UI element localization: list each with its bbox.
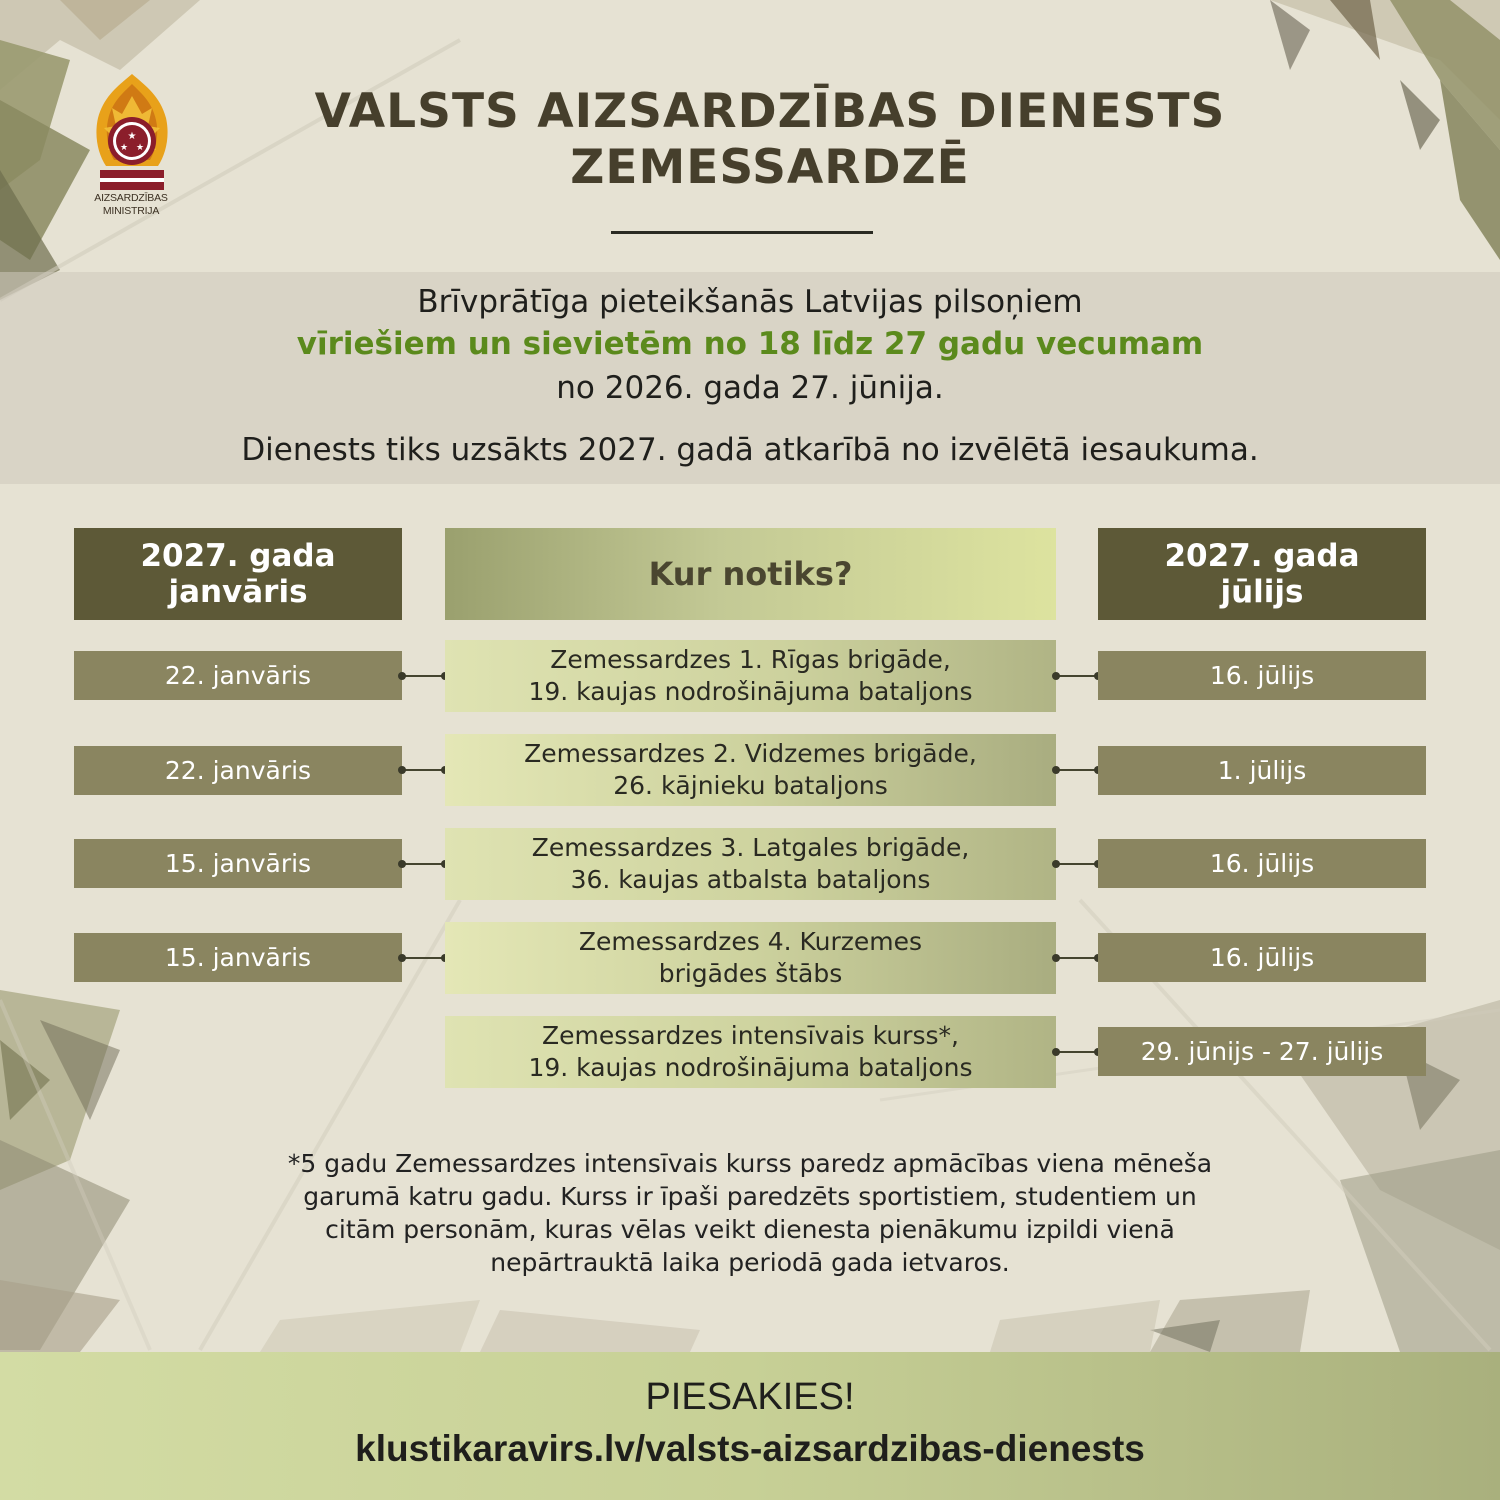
january-date-cell <box>74 839 402 888</box>
location-line2: 19. kaujas nodrošinājuma bataljons <box>528 677 973 706</box>
page-title-line2: ZEMESSARDZĒ <box>570 140 970 195</box>
header-january-line2: janvāris <box>168 574 308 610</box>
header-location <box>445 528 1056 620</box>
svg-text:★: ★ <box>119 143 129 153</box>
header-july-line1: 2027. gada <box>1164 538 1360 574</box>
footnote-line2: garumā katru gadu. Kurss ir īpaši paredzēts sportistiem, studentiem un <box>303 1182 1197 1211</box>
location-line1: Zemessardzes 1. Rīgas brigāde, <box>550 645 951 674</box>
location-line2: brigādes štābs <box>658 959 843 988</box>
location-line1: Zemessardzes intensīvais kurss*, <box>542 1021 959 1050</box>
january-date-cell <box>74 746 402 795</box>
ministry-logo-text <box>70 192 192 218</box>
july-date-label: 1. jūlijs <box>1217 756 1307 785</box>
january-date-label: 15. janvāris <box>164 849 312 878</box>
intro-age-highlight: vīriešiem un sievietēm no 18 līdz 27 gadu vecumam <box>296 326 1204 362</box>
location-line1: Zemessardzes 4. Kurzemes <box>578 927 923 956</box>
cta-url-link[interactable]: klustikaravirs.lv/valsts-aizsardzibas-dienests <box>355 1428 1145 1469</box>
intro-service-start: Dienests tiks uzsākts 2027. gadā atkarībā no izvēlētā iesaukuma. <box>241 432 1259 468</box>
connector-dot <box>1052 860 1060 868</box>
location-cell <box>445 922 1056 994</box>
logo-text-line1: AIZSARDZĪBAS <box>94 192 168 204</box>
connector-dot <box>398 766 406 774</box>
january-date-cell <box>74 933 402 982</box>
header-january-line1: 2027. gada <box>140 538 336 574</box>
connector-dot <box>1052 1048 1060 1056</box>
connector-dot <box>1052 766 1060 774</box>
header-july <box>1098 528 1426 620</box>
cta-label: PIESAKIES! <box>645 1376 855 1418</box>
location-cell <box>445 640 1056 712</box>
location-cell <box>445 828 1056 900</box>
location-line1: Zemessardzes 3. Latgales brigāde, <box>531 833 970 862</box>
connector-line <box>402 863 445 865</box>
connector-line <box>1056 1051 1098 1053</box>
intro-line-1: Brīvprātīga pieteikšanās Latvijas pilsoņiem <box>417 284 1083 320</box>
connector-line <box>402 675 445 677</box>
connector-line <box>1056 957 1098 959</box>
july-date-cell <box>1098 746 1426 795</box>
logo-text-line2: MINISTRIJA <box>102 205 160 217</box>
july-date-cell <box>1098 933 1426 982</box>
footnote-line3: citām personām, kuras vēlas veikt dienesta pienākumu izpildi vienā <box>325 1215 1175 1244</box>
location-line1: Zemessardzes 2. Vidzemes brigāde, <box>524 739 977 768</box>
intro-line-3: no 2026. gada 27. jūnija. <box>556 370 944 406</box>
july-date-label: 16. jūlijs <box>1209 943 1315 972</box>
connector-line <box>1056 863 1098 865</box>
location-line2: 36. kaujas atbalsta bataljons <box>570 865 931 894</box>
january-date-label: 22. janvāris <box>164 661 312 690</box>
connector-dot <box>1052 672 1060 680</box>
location-line2: 26. kājnieku bataljons <box>613 771 888 800</box>
connector-line <box>402 957 445 959</box>
header-january <box>74 528 402 620</box>
january-date-label: 15. janvāris <box>164 943 312 972</box>
connector-line <box>402 769 445 771</box>
header-location-label: Kur notiks? <box>648 555 853 593</box>
title-divider <box>611 231 873 234</box>
connector-line <box>1056 769 1098 771</box>
header-july-line2: jūlijs <box>1220 574 1304 610</box>
july-date-cell <box>1098 839 1426 888</box>
connector-dot <box>398 672 406 680</box>
svg-text:★: ★ <box>127 131 137 142</box>
connector-dot <box>1052 954 1060 962</box>
july-date-cell <box>1098 651 1426 700</box>
july-date-cell <box>1098 1027 1426 1076</box>
connector-line <box>1056 675 1098 677</box>
page-title-line1: VALSTS AIZSARDZĪBAS DIENESTS <box>314 84 1226 139</box>
january-date-cell <box>74 651 402 700</box>
location-line2: 19. kaujas nodrošinājuma bataljons <box>528 1053 973 1082</box>
january-date-label: 22. janvāris <box>164 756 312 785</box>
location-cell <box>445 734 1056 806</box>
july-date-label: 16. jūlijs <box>1209 661 1315 690</box>
footnote <box>140 1147 1360 1279</box>
july-date-label: 29. jūnijs - 27. jūlijs <box>1140 1037 1384 1066</box>
cta-band <box>0 1352 1500 1500</box>
july-date-label: 16. jūlijs <box>1209 849 1315 878</box>
connector-dot <box>398 954 406 962</box>
connector-dot <box>398 860 406 868</box>
location-cell <box>445 1016 1056 1088</box>
footnote-line4: nepārtrauktā laika periodā gada ietvaros. <box>490 1248 1010 1277</box>
footnote-line1: *5 gadu Zemessardzes intensīvais kurss paredz apmācības viena mēneša <box>287 1149 1213 1178</box>
svg-text:★: ★ <box>135 143 145 153</box>
